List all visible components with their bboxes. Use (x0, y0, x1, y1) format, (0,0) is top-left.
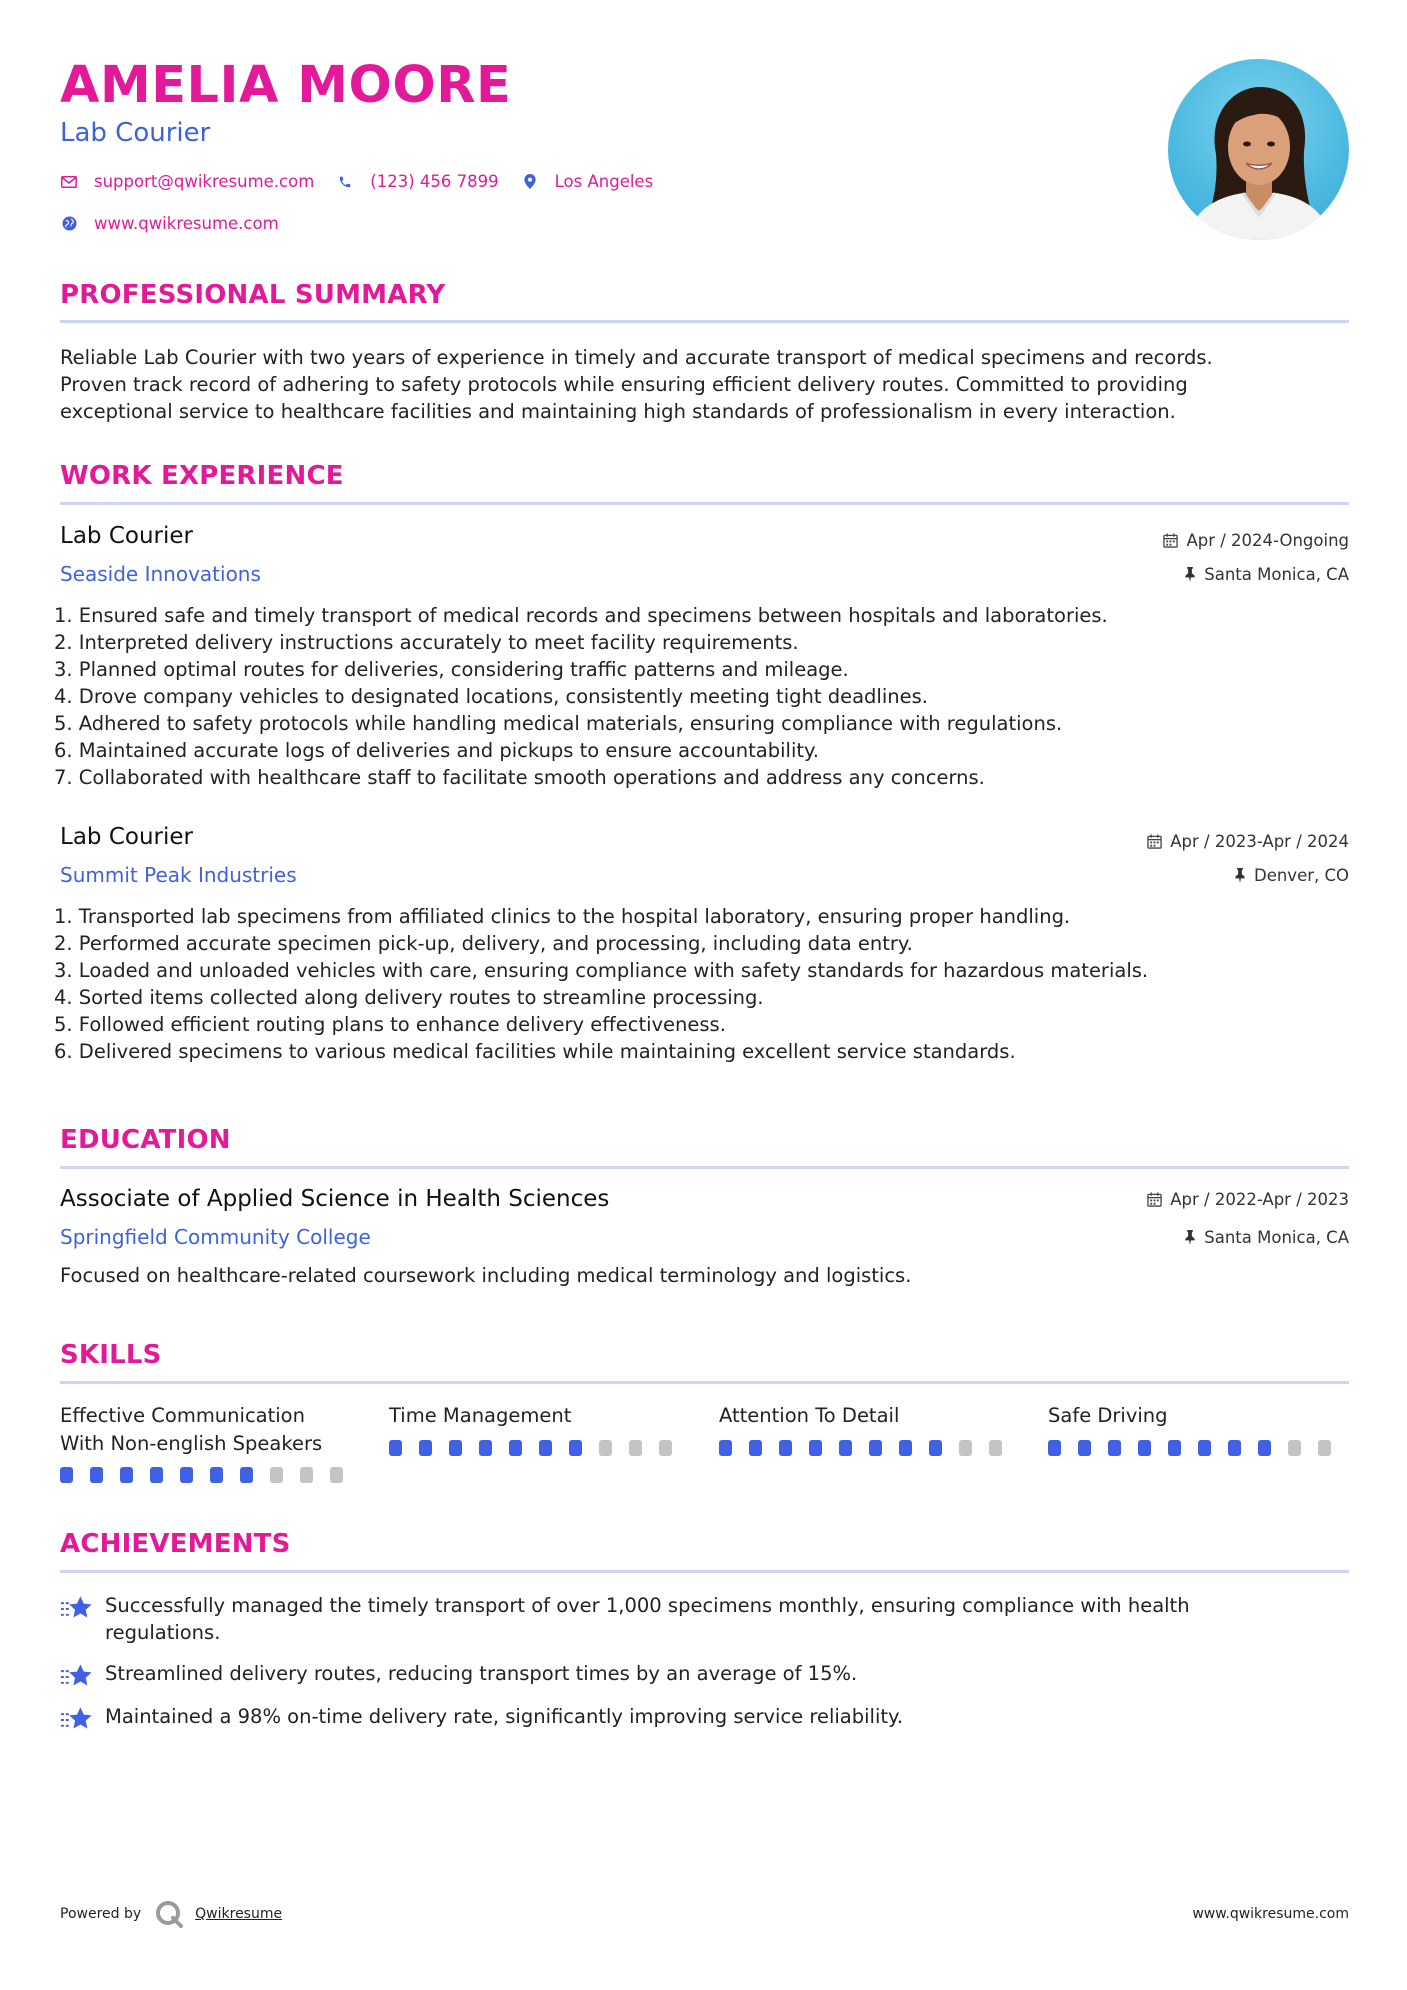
rating-dot-empty (330, 1467, 343, 1483)
achievements-heading: ACHIEVEMENTS (60, 1529, 291, 1559)
star-badge-icon (60, 1662, 94, 1694)
footer-url[interactable]: www.qwikresume.com (1192, 1906, 1349, 1922)
envelope-icon (60, 173, 78, 191)
rating-dot-filled (240, 1467, 253, 1483)
section-divider (60, 1381, 1349, 1384)
rating-dot-filled (1168, 1440, 1181, 1456)
calendar-icon (1163, 533, 1178, 548)
school-name: Springfield Community College (60, 1225, 371, 1249)
list-item: 5. Followed efficient routing plans to enhance delivery effectiveness. (54, 1013, 726, 1036)
phone-number[interactable]: (123) 456 7899 (370, 172, 499, 191)
job-dates-text: Apr / 2023-Apr / 2024 (1170, 832, 1349, 851)
list-item: 6. Maintained accurate logs of deliveries and pickups to ensure accountability. (54, 739, 819, 762)
rating-dot-filled (1198, 1440, 1211, 1456)
contact-row (60, 172, 675, 191)
rating-dot-filled (1258, 1440, 1271, 1456)
rating-dot-filled (539, 1440, 552, 1456)
list-item: 2. Performed accurate specimen pick-up, delivery, and processing, including data entry. (54, 932, 913, 955)
list-item: 7. Collaborated with healthcare staff to facilitate smooth operations and address any concerns. (54, 766, 985, 789)
rating-dot-filled (60, 1467, 73, 1483)
rating-dot-filled (749, 1440, 762, 1456)
rating-dot-filled (479, 1440, 492, 1456)
list-item: 2. Interpreted delivery instructions accurately to meet facility requirements. (54, 631, 799, 654)
rating-dot-filled (449, 1440, 462, 1456)
achievement-text (105, 1592, 1305, 1646)
achievement-line: Maintained a 98% on-time delivery rate, significantly improving service reliability. (105, 1705, 903, 1728)
job-location-text: Santa Monica, CA (1204, 565, 1349, 584)
skill-name-line: Time Management (389, 1404, 572, 1427)
rating-dot-filled (779, 1440, 792, 1456)
profile-photo (1168, 59, 1349, 240)
rating-dot-filled (389, 1440, 402, 1456)
summary-line: exceptional service to healthcare facilities and maintaining high standards of professionalism in every interaction. (60, 400, 1176, 423)
rating-dot-empty (989, 1440, 1002, 1456)
skill-name (1048, 1402, 1348, 1430)
skill-rating (60, 1467, 360, 1483)
skill-name-line: Effective Communication (60, 1404, 305, 1427)
degree-title: Associate of Applied Science in Health Sciences (60, 1186, 610, 1212)
job-title: Lab Courier (60, 824, 193, 850)
skill-rating (389, 1440, 689, 1456)
rating-dot-empty (599, 1440, 612, 1456)
pushpin-icon (1184, 1230, 1196, 1245)
globe-icon (60, 215, 78, 233)
contact-row-website (60, 214, 301, 233)
skills-heading: SKILLS (60, 1340, 162, 1370)
rating-dot-empty (300, 1467, 313, 1483)
rating-dot-filled (869, 1440, 882, 1456)
rating-dot-filled (1078, 1440, 1091, 1456)
job-dates (1163, 531, 1349, 550)
calendar-icon (1147, 1192, 1162, 1207)
rating-dot-filled (1108, 1440, 1121, 1456)
website-link[interactable]: www.qwikresume.com (94, 214, 279, 233)
education-dates (1147, 1190, 1349, 1209)
summary-heading: PROFESSIONAL SUMMARY (60, 280, 446, 310)
section-divider (60, 502, 1349, 505)
rating-dot-filled (210, 1467, 223, 1483)
education-dates-text: Apr / 2022-Apr / 2023 (1170, 1190, 1349, 1209)
rating-dot-filled (180, 1467, 193, 1483)
website-item[interactable] (60, 214, 279, 233)
education-description: Focused on healthcare-related coursework including medical terminology and logistics. (60, 1264, 912, 1287)
company-name: Summit Peak Industries (60, 863, 297, 887)
list-item: 3. Loaded and unloaded vehicles with care, ensuring compliance with safety standards for hazardous materials. (54, 959, 1149, 982)
skill-item (389, 1402, 689, 1456)
list-item: 1. Ensured safe and timely transport of medical records and specimens between hospitals and laboratories. (54, 604, 1108, 627)
rating-dot-filled (929, 1440, 942, 1456)
rating-dot-filled (419, 1440, 432, 1456)
rating-dot-filled (719, 1440, 732, 1456)
job-location (1234, 866, 1349, 885)
list-item: 4. Sorted items collected along delivery routes to streamline processing. (54, 986, 764, 1009)
achievement-text (105, 1703, 1305, 1737)
phone-item[interactable] (336, 172, 498, 191)
education-location-text: Santa Monica, CA (1204, 1228, 1349, 1247)
rating-dot-filled (509, 1440, 522, 1456)
skill-rating (719, 1440, 1019, 1456)
achievement-item (60, 1660, 1349, 1694)
qwikresume-logo-icon (155, 1900, 183, 1928)
rating-dot-filled (120, 1467, 133, 1483)
section-divider (60, 1570, 1349, 1573)
education-heading: EDUCATION (60, 1125, 231, 1155)
rating-dot-filled (1138, 1440, 1151, 1456)
rating-dot-filled (809, 1440, 822, 1456)
star-badge-icon (60, 1705, 94, 1737)
pushpin-icon (1234, 868, 1246, 883)
skill-item (60, 1402, 360, 1483)
rating-dot-filled (569, 1440, 582, 1456)
achievement-line: regulations. (105, 1621, 221, 1644)
rating-dot-empty (1318, 1440, 1331, 1456)
powered-by-label: Powered by (60, 1906, 142, 1922)
education-location (1184, 1228, 1349, 1247)
candidate-role: Lab Courier (60, 118, 211, 148)
candidate-name: AMELIA MOORE (60, 56, 512, 115)
skill-item (719, 1402, 1019, 1456)
achievement-item (60, 1703, 1349, 1737)
rating-dot-filled (1048, 1440, 1061, 1456)
rating-dot-empty (1288, 1440, 1301, 1456)
pushpin-icon (1184, 567, 1196, 582)
job-bullets (54, 602, 1349, 791)
job-bullets (54, 903, 1349, 1065)
map-pin-icon (521, 173, 539, 191)
job-title: Lab Courier (60, 523, 193, 549)
skill-name (60, 1402, 360, 1457)
location-text: Los Angeles (554, 172, 654, 191)
section-divider (60, 320, 1349, 323)
rating-dot-filled (150, 1467, 163, 1483)
summary-text (60, 344, 1349, 425)
skill-item (1048, 1402, 1348, 1456)
rating-dot-filled (899, 1440, 912, 1456)
star-badge-icon (60, 1594, 94, 1646)
experience-heading: WORK EXPERIENCE (60, 461, 344, 491)
achievement-line: Successfully managed the timely transport of over 1,000 specimens monthly, ensuring compliance with health (105, 1594, 1190, 1617)
skill-name-line: Attention To Detail (719, 1404, 900, 1427)
location-item (521, 172, 654, 191)
list-item: 5. Adhered to safety protocols while handling medical materials, ensuring compliance with regulations. (54, 712, 1063, 735)
skill-name (719, 1402, 1019, 1430)
brand-link[interactable]: Qwikresume (195, 1906, 283, 1922)
summary-line: Reliable Lab Courier with two years of experience in timely and accurate transport of medical specimens and records. (60, 346, 1213, 369)
skill-name (389, 1402, 689, 1430)
rating-dot-filled (90, 1467, 103, 1483)
job-dates (1147, 832, 1349, 851)
achievement-item (60, 1592, 1349, 1646)
list-item: 4. Drove company vehicles to designated locations, consistently meeting tight deadlines. (54, 685, 928, 708)
skill-name-line: Safe Driving (1048, 1404, 1168, 1427)
rating-dot-empty (629, 1440, 642, 1456)
job-location-text: Denver, CO (1253, 866, 1349, 885)
company-name: Seaside Innovations (60, 562, 261, 586)
achievement-line: Streamlined delivery routes, reducing transport times by an average of 15%. (105, 1662, 858, 1685)
list-item: 3. Planned optimal routes for deliveries, considering traffic patterns and mileage. (54, 658, 849, 681)
job-location (1184, 565, 1349, 584)
rating-dot-filled (1228, 1440, 1241, 1456)
email-item[interactable] (60, 172, 314, 191)
calendar-icon (1147, 834, 1162, 849)
email-link[interactable]: support@qwikresume.com (94, 172, 315, 191)
list-item: 6. Delivered specimens to various medical facilities while maintaining excellent service standards. (54, 1040, 1016, 1063)
list-item: 1. Transported lab specimens from affiliated clinics to the hospital laboratory, ensuring proper handling. (54, 905, 1071, 928)
phone-icon (336, 173, 354, 191)
skill-name-line: With Non-english Speakers (60, 1431, 323, 1455)
footer-powered-by (60, 1900, 282, 1928)
rating-dot-empty (270, 1467, 283, 1483)
job-dates-text: Apr / 2024-Ongoing (1186, 531, 1349, 550)
summary-line: Proven track record of adhering to safety protocols while ensuring efficient delivery routes. Committed to providing (60, 373, 1188, 396)
rating-dot-empty (659, 1440, 672, 1456)
rating-dot-empty (959, 1440, 972, 1456)
skill-rating (1048, 1440, 1348, 1456)
section-divider (60, 1166, 1349, 1169)
achievement-text (105, 1660, 1305, 1694)
rating-dot-filled (839, 1440, 852, 1456)
